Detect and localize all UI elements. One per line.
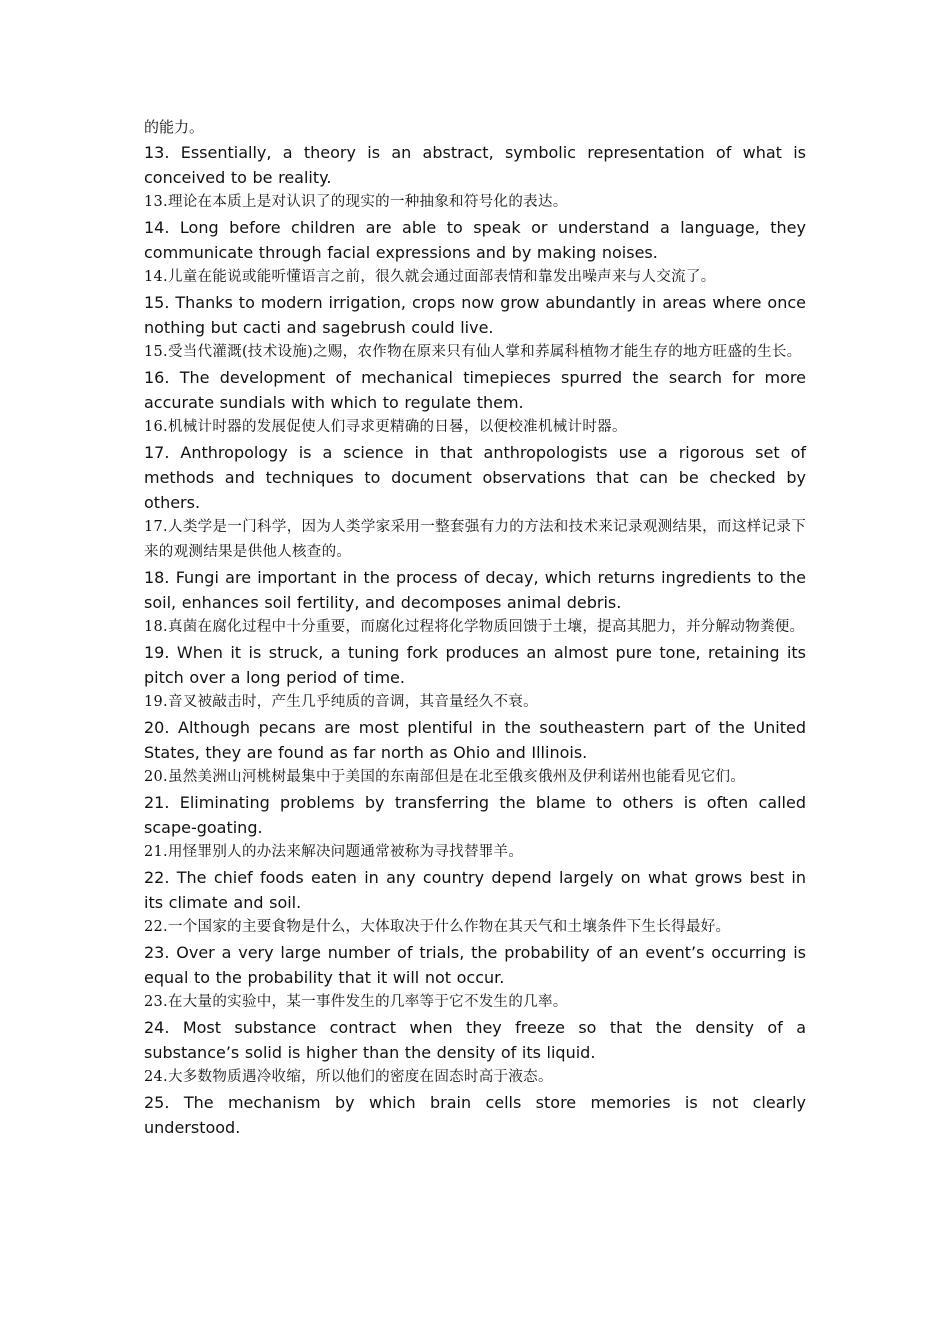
sentence-item-14 bbox=[144, 215, 806, 290]
sentence-item-25 bbox=[144, 1090, 806, 1140]
english-sentence: 20. Although pecans are most plentiful in the southeastern part of the United States, they are found as far north as Ohio and Illinois. bbox=[144, 718, 806, 762]
chinese-translation: 23.在大量的实验中，某一事件发生的几率等于它不发生的几率。 bbox=[144, 994, 568, 1010]
sentence-item-16 bbox=[144, 365, 806, 440]
english-sentence: 24. Most substance contract when they freeze so that the density of a substance’s solid is higher than the density of its liquid. bbox=[144, 1018, 806, 1062]
english-sentence: 17. Anthropology is a science in that anthropologists use a rigorous set of methods and techniques to document observations that can be checked by others. bbox=[144, 443, 806, 512]
sentence-item-13 bbox=[144, 140, 806, 215]
chinese-translation: 15.受当代灌溉(技术设施)之赐，农作物在原来只有仙人掌和荞属科植物才能生存的地方旺盛的生长。 bbox=[144, 344, 802, 360]
continued-translation-text: 的能力。 bbox=[144, 118, 205, 136]
english-sentence: 18. Fungi are important in the process of decay, which returns ingredients to the soil, enhances soil fertility, and decomposes animal debris. bbox=[144, 568, 806, 612]
english-sentence: 19. When it is struck, a tuning fork produces an almost pure tone, retaining its pitch over a long period of time. bbox=[144, 643, 806, 687]
chinese-translation: 18.真菌在腐化过程中十分重要，而腐化过程将化学物质回馈于土壤，提高其肥力，并分解动物粪便。 bbox=[144, 619, 805, 635]
chinese-translation: 21.用怪罪别人的办法来解决问题通常被称为寻找替罪羊。 bbox=[144, 844, 524, 860]
sentence-item-24 bbox=[144, 1015, 806, 1090]
chinese-translation: 16.机械计时器的发展促使人们寻求更精确的日晷，以便校准机械计时器。 bbox=[144, 419, 627, 435]
sentence-item-17 bbox=[144, 440, 806, 565]
sentence-item-23 bbox=[144, 940, 806, 1015]
chinese-translation: 14.儿童在能说或能听懂语言之前，很久就会通过面部表情和靠发出噪声来与人交流了。 bbox=[144, 269, 716, 285]
sentence-item-20 bbox=[144, 715, 806, 790]
chinese-translation: 19.音叉被敲击时，产生几乎纯质的音调，其音量经久不衰。 bbox=[144, 694, 538, 710]
english-sentence: 23. Over a very large number of trials, the probability of an event’s occurring is equal to the probability that it will not occur. bbox=[144, 943, 806, 987]
english-sentence: 14. Long before children are able to speak or understand a language, they communicate through facial expressions and by making noises. bbox=[144, 218, 806, 262]
chinese-translation: 24.大多数物质遇冷收缩，所以他们的密度在固态时高于液态。 bbox=[144, 1069, 553, 1085]
chinese-translation: 17.人类学是一门科学，因为人类学家采用一整套强有力的方法和技术来记录观测结果，而这样记录下来的观测结果是供他人核查的。 bbox=[144, 519, 806, 560]
chinese-translation: 22.一个国家的主要食物是什么，大体取决于什么作物在其天气和土壤条件下生长得最好。 bbox=[144, 919, 731, 935]
sentence-item-18 bbox=[144, 565, 806, 640]
english-sentence: 25. The mechanism by which brain cells store memories is not clearly understood. bbox=[144, 1093, 806, 1137]
english-sentence: 22. The chief foods eaten in any country depend largely on what grows best in its climate and soil. bbox=[144, 868, 806, 912]
sentence-item-19 bbox=[144, 640, 806, 715]
sentence-item-15 bbox=[144, 290, 806, 365]
english-sentence: 13. Essentially, a theory is an abstract, symbolic representation of what is conceived to be reality. bbox=[144, 143, 806, 187]
english-sentence: 21. Eliminating problems by transferring the blame to others is often called scape-goating. bbox=[144, 793, 806, 837]
english-sentence: 15. Thanks to modern irrigation, crops now grow abundantly in areas where once nothing but cacti and sagebrush could live. bbox=[144, 293, 806, 337]
sentence-item-22 bbox=[144, 865, 806, 940]
chinese-translation: 13.理论在本质上是对认识了的现实的一种抽象和符号化的表达。 bbox=[144, 194, 568, 210]
chinese-translation: 20.虽然美洲山河桃树最集中于美国的东南部但是在北至俄亥俄州及伊利诺州也能看见它们。 bbox=[144, 769, 746, 785]
sentence-item-21 bbox=[144, 790, 806, 865]
document-page bbox=[144, 114, 806, 1140]
english-sentence: 16. The development of mechanical timepieces spurred the search for more accurate sundials with which to regulate them. bbox=[144, 368, 806, 412]
